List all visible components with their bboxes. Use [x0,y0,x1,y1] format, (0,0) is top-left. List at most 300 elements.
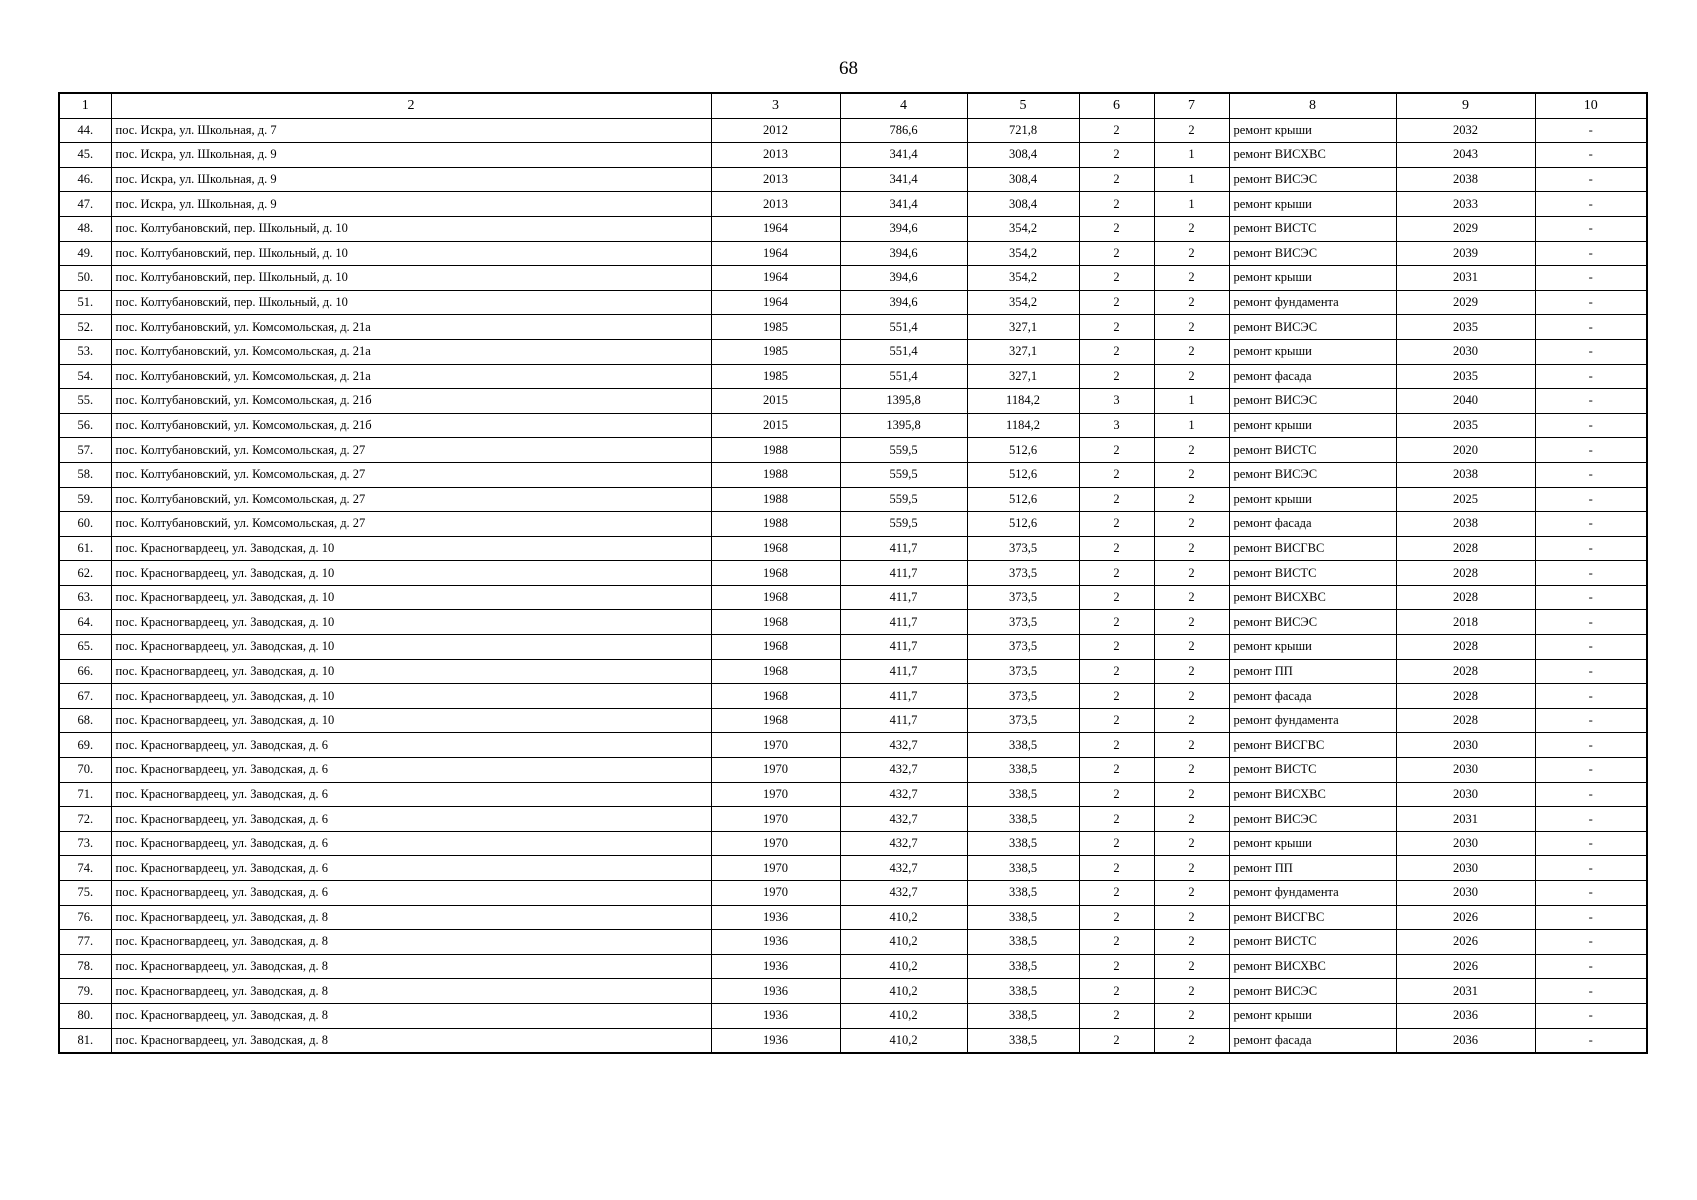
table-row [59,856,1647,881]
entrances: 2 [1154,585,1229,610]
work-type: ремонт ВИСХВС [1229,143,1396,168]
table-row [59,807,1647,832]
work-type: ремонт крыши [1229,118,1396,143]
floors: 2 [1079,536,1154,561]
cell-10: - [1535,585,1647,610]
year-built: 1988 [711,487,840,512]
work-type: ремонт крыши [1229,487,1396,512]
total-area: 394,6 [840,216,967,241]
work-type: ремонт ПП [1229,856,1396,881]
living-area: 338,5 [967,807,1079,832]
floors: 3 [1079,413,1154,438]
planned-year: 2030 [1396,733,1535,758]
work-type: ремонт крыши [1229,192,1396,217]
year-built: 2013 [711,143,840,168]
living-area: 338,5 [967,1003,1079,1028]
row-number: 70. [59,758,111,783]
table-row [59,241,1647,266]
entrances: 1 [1154,167,1229,192]
row-number: 69. [59,733,111,758]
floors: 2 [1079,266,1154,291]
floors: 2 [1079,339,1154,364]
living-area: 354,2 [967,241,1079,266]
living-area: 327,1 [967,315,1079,340]
cell-10: - [1535,241,1647,266]
planned-year: 2031 [1396,979,1535,1004]
living-area: 338,5 [967,782,1079,807]
work-type: ремонт ВИСХВС [1229,954,1396,979]
living-area: 338,5 [967,758,1079,783]
table-row [59,881,1647,906]
cell-10: - [1535,807,1647,832]
year-built: 2015 [711,389,840,414]
entrances: 2 [1154,954,1229,979]
total-area: 410,2 [840,979,967,1004]
row-number: 53. [59,339,111,364]
planned-year: 2033 [1396,192,1535,217]
year-built: 1964 [711,290,840,315]
planned-year: 2031 [1396,266,1535,291]
entrances: 1 [1154,143,1229,168]
row-number: 75. [59,881,111,906]
cell-10: - [1535,216,1647,241]
cell-10: - [1535,1028,1647,1053]
floors: 2 [1079,561,1154,586]
row-number: 52. [59,315,111,340]
row-number: 59. [59,487,111,512]
living-area: 1184,2 [967,389,1079,414]
address: пос. Колтубановский, ул. Комсомольская, д. 21б [111,389,711,414]
floors: 2 [1079,118,1154,143]
row-number: 63. [59,585,111,610]
row-number: 64. [59,610,111,635]
cell-10: - [1535,659,1647,684]
total-area: 341,4 [840,192,967,217]
cell-10: - [1535,561,1647,586]
work-type: ремонт ВИСЭС [1229,167,1396,192]
table-row [59,512,1647,537]
floors: 2 [1079,438,1154,463]
work-type: ремонт ВИСЭС [1229,241,1396,266]
living-area: 373,5 [967,684,1079,709]
entrances: 2 [1154,807,1229,832]
address: пос. Колтубановский, ул. Комсомольская, д. 27 [111,438,711,463]
living-area: 373,5 [967,536,1079,561]
total-area: 411,7 [840,635,967,660]
entrances: 2 [1154,881,1229,906]
address: пос. Красногвардеец, ул. Заводская, д. 8 [111,1028,711,1053]
planned-year: 2029 [1396,290,1535,315]
cell-10: - [1535,930,1647,955]
address: пос. Колтубановский, ул. Комсомольская, д. 21а [111,364,711,389]
year-built: 1988 [711,438,840,463]
living-area: 308,4 [967,192,1079,217]
living-area: 512,6 [967,438,1079,463]
work-type: ремонт ВИСЭС [1229,979,1396,1004]
planned-year: 2032 [1396,118,1535,143]
address: пос. Колтубановский, пер. Школьный, д. 10 [111,290,711,315]
entrances: 2 [1154,339,1229,364]
row-number: 55. [59,389,111,414]
table-row [59,635,1647,660]
total-area: 559,5 [840,462,967,487]
work-type: ремонт ВИСТС [1229,216,1396,241]
entrances: 2 [1154,290,1229,315]
table-row [59,143,1647,168]
year-built: 1988 [711,512,840,537]
address: пос. Искра, ул. Школьная, д. 9 [111,192,711,217]
row-number: 81. [59,1028,111,1053]
living-area: 338,5 [967,856,1079,881]
total-area: 432,7 [840,881,967,906]
table-row [59,364,1647,389]
living-area: 338,5 [967,954,1079,979]
total-area: 394,6 [840,266,967,291]
living-area: 512,6 [967,487,1079,512]
year-built: 1970 [711,856,840,881]
floors: 2 [1079,905,1154,930]
work-type: ремонт фасада [1229,1028,1396,1053]
table-row [59,462,1647,487]
work-type: ремонт крыши [1229,635,1396,660]
total-area: 341,4 [840,167,967,192]
planned-year: 2039 [1396,241,1535,266]
living-area: 308,4 [967,143,1079,168]
address: пос. Красногвардеец, ул. Заводская, д. 6 [111,782,711,807]
cell-10: - [1535,413,1647,438]
header-cell-2: 2 [111,93,711,118]
total-area: 559,5 [840,487,967,512]
planned-year: 2038 [1396,167,1535,192]
header-cell-9: 9 [1396,93,1535,118]
year-built: 1964 [711,216,840,241]
cell-10: - [1535,487,1647,512]
table-row [59,585,1647,610]
year-built: 1968 [711,610,840,635]
entrances: 2 [1154,315,1229,340]
living-area: 373,5 [967,610,1079,635]
planned-year: 2030 [1396,339,1535,364]
total-area: 1395,8 [840,413,967,438]
total-area: 559,5 [840,512,967,537]
entrances: 1 [1154,389,1229,414]
floors: 3 [1079,389,1154,414]
row-number: 50. [59,266,111,291]
total-area: 410,2 [840,1003,967,1028]
entrances: 2 [1154,758,1229,783]
table-row [59,733,1647,758]
total-area: 786,6 [840,118,967,143]
row-number: 65. [59,635,111,660]
table-row [59,438,1647,463]
entrances: 2 [1154,733,1229,758]
address: пос. Колтубановский, пер. Школьный, д. 10 [111,266,711,291]
row-number: 46. [59,167,111,192]
row-number: 73. [59,831,111,856]
cell-10: - [1535,266,1647,291]
cell-10: - [1535,438,1647,463]
floors: 2 [1079,585,1154,610]
row-number: 76. [59,905,111,930]
work-type: ремонт ВИСЭС [1229,315,1396,340]
planned-year: 2028 [1396,635,1535,660]
floors: 2 [1079,1028,1154,1053]
table-row [59,315,1647,340]
floors: 2 [1079,684,1154,709]
year-built: 1970 [711,782,840,807]
floors: 2 [1079,708,1154,733]
planned-year: 2030 [1396,831,1535,856]
work-type: ремонт ВИСГВС [1229,905,1396,930]
table-row [59,758,1647,783]
address: пос. Красногвардеец, ул. Заводская, д. 10 [111,610,711,635]
table-row [59,536,1647,561]
row-number: 66. [59,659,111,684]
year-built: 1970 [711,758,840,783]
table-row [59,192,1647,217]
planned-year: 2025 [1396,487,1535,512]
planned-year: 2028 [1396,561,1535,586]
table-row [59,216,1647,241]
address: пос. Красногвардеец, ул. Заводская, д. 10 [111,561,711,586]
year-built: 1964 [711,241,840,266]
living-area: 338,5 [967,1028,1079,1053]
year-built: 1970 [711,831,840,856]
total-area: 410,2 [840,1028,967,1053]
row-number: 60. [59,512,111,537]
header-cell-10: 10 [1535,93,1647,118]
address: пос. Колтубановский, ул. Комсомольская, д. 27 [111,462,711,487]
work-type: ремонт ВИСЭС [1229,807,1396,832]
row-number: 68. [59,708,111,733]
cell-10: - [1535,708,1647,733]
entrances: 2 [1154,930,1229,955]
total-area: 432,7 [840,856,967,881]
floors: 2 [1079,782,1154,807]
entrances: 2 [1154,487,1229,512]
row-number: 45. [59,143,111,168]
total-area: 410,2 [840,905,967,930]
planned-year: 2030 [1396,782,1535,807]
year-built: 1968 [711,536,840,561]
living-area: 373,5 [967,659,1079,684]
header-cell-4: 4 [840,93,967,118]
table-row [59,905,1647,930]
planned-year: 2020 [1396,438,1535,463]
address: пос. Красногвардеец, ул. Заводская, д. 10 [111,585,711,610]
living-area: 354,2 [967,216,1079,241]
year-built: 1968 [711,585,840,610]
floors: 2 [1079,1003,1154,1028]
address: пос. Красногвардеец, ул. Заводская, д. 10 [111,536,711,561]
cell-10: - [1535,881,1647,906]
planned-year: 2026 [1396,930,1535,955]
work-type: ремонт крыши [1229,413,1396,438]
table-row [59,1003,1647,1028]
planned-year: 2030 [1396,856,1535,881]
table-row [59,930,1647,955]
total-area: 551,4 [840,364,967,389]
address: пос. Колтубановский, пер. Школьный, д. 10 [111,241,711,266]
table-row [59,118,1647,143]
year-built: 1968 [711,659,840,684]
address: пос. Колтубановский, ул. Комсомольская, д. 21а [111,339,711,364]
table-row [59,659,1647,684]
entrances: 2 [1154,708,1229,733]
planned-year: 2026 [1396,954,1535,979]
header-cell-7: 7 [1154,93,1229,118]
floors: 2 [1079,659,1154,684]
entrances: 2 [1154,635,1229,660]
entrances: 2 [1154,905,1229,930]
table-row [59,831,1647,856]
planned-year: 2029 [1396,216,1535,241]
table-row [59,954,1647,979]
table-row [59,684,1647,709]
floors: 2 [1079,807,1154,832]
living-area: 338,5 [967,733,1079,758]
row-number: 51. [59,290,111,315]
entrances: 2 [1154,118,1229,143]
total-area: 411,7 [840,610,967,635]
total-area: 411,7 [840,536,967,561]
address: пос. Искра, ул. Школьная, д. 9 [111,143,711,168]
entrances: 2 [1154,979,1229,1004]
year-built: 1970 [711,807,840,832]
row-number: 47. [59,192,111,217]
entrances: 1 [1154,192,1229,217]
cell-10: - [1535,536,1647,561]
total-area: 432,7 [840,758,967,783]
floors: 2 [1079,167,1154,192]
total-area: 411,7 [840,659,967,684]
entrances: 2 [1154,659,1229,684]
living-area: 1184,2 [967,413,1079,438]
work-type: ремонт фасада [1229,512,1396,537]
floors: 2 [1079,364,1154,389]
planned-year: 2040 [1396,389,1535,414]
year-built: 1968 [711,684,840,709]
cell-10: - [1535,610,1647,635]
entrances: 1 [1154,413,1229,438]
floors: 2 [1079,487,1154,512]
header-cell-1: 1 [59,93,111,118]
address: пос. Красногвардеец, ул. Заводская, д. 8 [111,979,711,1004]
cell-10: - [1535,758,1647,783]
address: пос. Искра, ул. Школьная, д. 9 [111,167,711,192]
floors: 2 [1079,930,1154,955]
floors: 2 [1079,758,1154,783]
table-row [59,487,1647,512]
address: пос. Колтубановский, ул. Комсомольская, д. 27 [111,487,711,512]
work-type: ремонт фундамента [1229,881,1396,906]
year-built: 1985 [711,364,840,389]
living-area: 354,2 [967,266,1079,291]
floors: 2 [1079,462,1154,487]
floors: 2 [1079,881,1154,906]
address: пос. Колтубановский, пер. Школьный, д. 10 [111,216,711,241]
table-row [59,413,1647,438]
address: пос. Красногвардеец, ул. Заводская, д. 8 [111,905,711,930]
row-number: 58. [59,462,111,487]
work-type: ремонт ВИСЭС [1229,389,1396,414]
header-cell-3: 3 [711,93,840,118]
living-area: 338,5 [967,930,1079,955]
total-area: 432,7 [840,831,967,856]
planned-year: 2036 [1396,1028,1535,1053]
planned-year: 2035 [1396,413,1535,438]
table-row [59,561,1647,586]
row-number: 78. [59,954,111,979]
planned-year: 2043 [1396,143,1535,168]
living-area: 338,5 [967,979,1079,1004]
planned-year: 2018 [1396,610,1535,635]
repair-schedule-table [58,92,1648,1054]
table-row [59,782,1647,807]
total-area: 411,7 [840,585,967,610]
work-type: ремонт крыши [1229,339,1396,364]
living-area: 512,6 [967,512,1079,537]
living-area: 721,8 [967,118,1079,143]
entrances: 2 [1154,462,1229,487]
row-number: 61. [59,536,111,561]
cell-10: - [1535,856,1647,881]
floors: 2 [1079,512,1154,537]
entrances: 2 [1154,831,1229,856]
entrances: 2 [1154,561,1229,586]
planned-year: 2038 [1396,512,1535,537]
year-built: 1985 [711,315,840,340]
row-number: 80. [59,1003,111,1028]
total-area: 432,7 [840,782,967,807]
year-built: 2013 [711,167,840,192]
table-row [59,1028,1647,1053]
cell-10: - [1535,167,1647,192]
row-number: 62. [59,561,111,586]
work-type: ремонт ВИСГВС [1229,536,1396,561]
row-number: 79. [59,979,111,1004]
header-cell-8: 8 [1229,93,1396,118]
address: пос. Красногвардеец, ул. Заводская, д. 6 [111,856,711,881]
work-type: ремонт ВИСТС [1229,930,1396,955]
cell-10: - [1535,192,1647,217]
address: пос. Красногвардеец, ул. Заводская, д. 10 [111,684,711,709]
table-row [59,339,1647,364]
address: пос. Красногвардеец, ул. Заводская, д. 8 [111,1003,711,1028]
entrances: 2 [1154,364,1229,389]
entrances: 2 [1154,782,1229,807]
year-built: 1970 [711,733,840,758]
floors: 2 [1079,143,1154,168]
cell-10: - [1535,954,1647,979]
year-built: 1936 [711,930,840,955]
floors: 2 [1079,290,1154,315]
work-type: ремонт ВИСХВС [1229,585,1396,610]
cell-10: - [1535,1003,1647,1028]
address: пос. Красногвардеец, ул. Заводская, д. 10 [111,659,711,684]
cell-10: - [1535,118,1647,143]
row-number: 72. [59,807,111,832]
cell-10: - [1535,635,1647,660]
floors: 2 [1079,856,1154,881]
total-area: 411,7 [840,684,967,709]
floors: 2 [1079,733,1154,758]
year-built: 1936 [711,954,840,979]
table-row [59,389,1647,414]
row-number: 44. [59,118,111,143]
address: пос. Колтубановский, ул. Комсомольская, д. 21б [111,413,711,438]
table-row [59,290,1647,315]
